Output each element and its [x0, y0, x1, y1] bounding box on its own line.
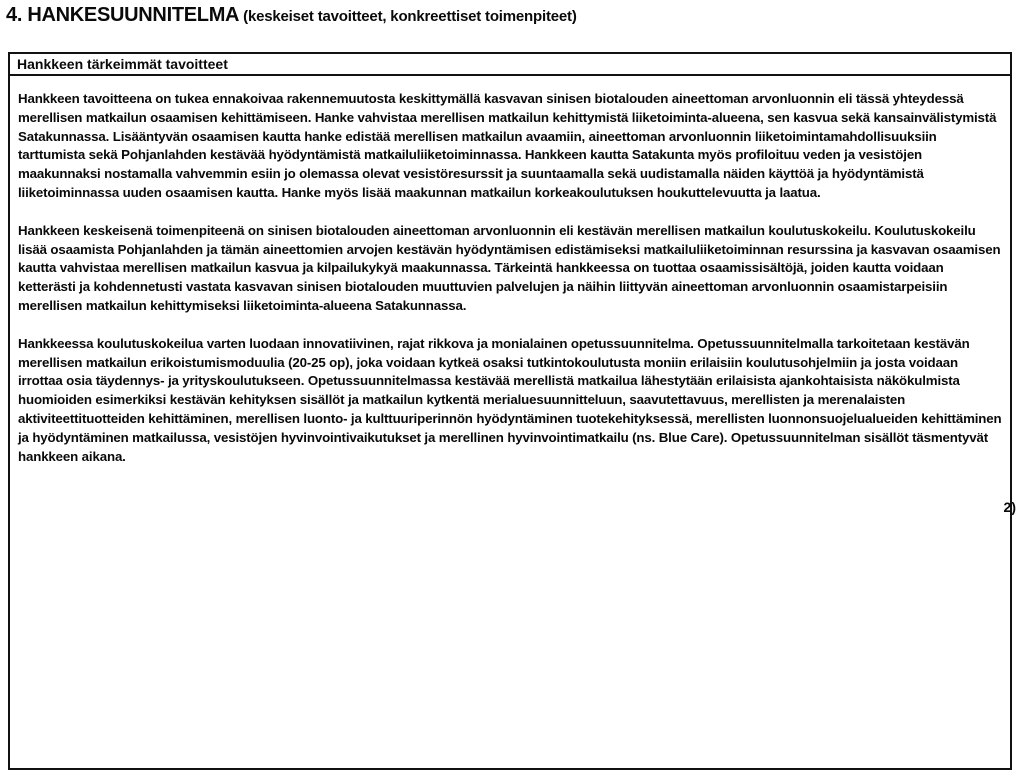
box-header: Hankkeen tärkeimmät tavoitteet	[10, 54, 1010, 76]
box-body	[10, 76, 1010, 466]
section-subtitle: (keskeiset tavoitteet, konkreettiset toimenpiteet)	[239, 8, 577, 25]
paragraph-curriculum: Hankkeessa koulutuskokeilua varten luodaan innovatiivinen, rajat rikkova ja monialainen opetussuunnitelma. Opetussuunnitelmalla tarkoitetaan kestävän merellisen matkailun erikoistumismoduulia (20-25 op), joka voidaan kytkeä osaksi tutkintokoulutusta moniin erilaisiin koulutusohjelmiin ja josta voidaan irrottaa osia täydennys- ja yrityskoulutukseen. Opetussuunnitelmassa kestävää merellistä matkailua lähestytään erilaisista ajankohtaisista näkökulmista huomioiden esimerkiksi kestävän kehityksen sisällöt ja matkailun kytkentä merialuesuunnitteluun, saavutettavuus, merellisten ja merenalaisten aktiviteettituotteiden kehittäminen, merellisen luonto- ja kulttuuriperinnön hyödyntäminen tuotekehityksessä, merellisten luonnonsuojelualueiden kehittäminen ja hyödyntäminen matkailussa, vesistöjen hyvinvointivaikutukset ja merellinen hyvinvointimatkailu (ns. Blue Care). Opetussuunnitelman sisällöt täsmentyvät hankkeen aikana.	[18, 335, 1002, 464]
objectives-box	[8, 52, 1012, 770]
page-marker: 2)	[1003, 499, 1016, 515]
section-heading	[6, 4, 1018, 27]
paragraph-main-action: Hankkeen keskeisenä toimenpiteenä on sinisen biotalouden aineettoman arvonluonnin eli kestävän merellisen matkailun koulutuskokeilu. Koulutuskokeilu lisää osaamista Pohjanlahden ja tämän aineettomien arvojen kestävän hyödyntämisen edistämiseksi matkailuliiketoiminnan resurssina ja kasvavan osaamisen kautta vahvistaa merellisen matkailun kasvua ja kilpailukykyä maakunnassa. Tärkeintä hankkeessa on tuottaa osaamissisältöjä, joiden kautta voidaan ketterästi ja kohdennetusti vastata kasvavan sinisen biotalouden muuttuvien palvelujen ja näihin liittyvän aineettoman arvonluonnin osaamistarpeisiin merellisen matkailun kehittymiseksi liiketoiminta-alueena Satakunnassa.	[18, 222, 1001, 313]
section-title: 4. HANKESUUNNITELMA	[6, 4, 240, 26]
paragraph-objectives: Hankkeen tavoitteena on tukea ennakoivaa rakennemuutosta keskittymällä kasvavan sinisen biotalouden aineettoman arvonluonnin eli tässä yhteydessä merellisen matkailun osaamisen kehittämiseen. Hanke vahvistaa merellisen matkailun kehittymistä liiketoiminta-alueena, sen kasvua sekä kansainvälistymistä Satakunnassa. Lisääntyvän osaamisen kautta hanke edistää merellisen matkailun avaamiin, aineettoman arvonluonnin liiketoimintamahdollisuuksiin tarttumista sekä Pohjanlahden kestävää hyödyntämistä matkailuliiketoiminnassa. Hankkeen kautta Satakunta myös profiloituu veden ja vesistöjen maakunnaksi nostamalla vahvemmin esiin jo olemassa olevat vesistöresurssit ja suuntaamalla sekä uudistamalla näiden käyttöä ja hyödyntämistä liiketoiminnassa uuden osaamisen kautta. Hanke myös lisää maakunnan matkailun korkeakoulutuksen houkuttelevuutta ja laatua.	[18, 91, 997, 200]
